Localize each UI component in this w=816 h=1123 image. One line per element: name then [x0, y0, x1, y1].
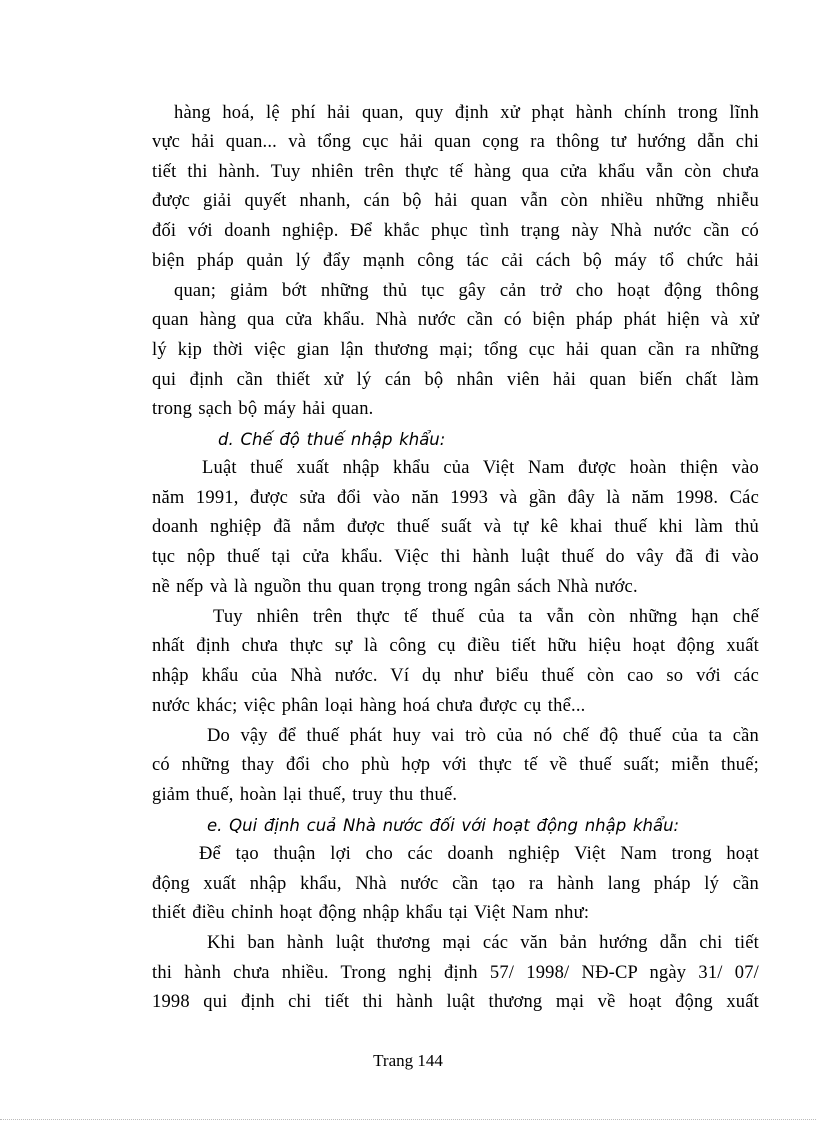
text-line: biện pháp quản lý đẩy mạnh công tác cải cách bộ máy tổ chức hải — [152, 251, 759, 271]
text-line: lý kịp thời việc gian lận thương mại; tổng cục hải quan cần ra những — [152, 340, 759, 360]
text-line: vực hải quan... và tổng cục hải quan cọng ra thông tư hướng dẫn chi — [152, 132, 759, 152]
section-heading-d: d. Chế độ thuế nhập khẩu: — [218, 430, 446, 449]
text-line: đối với doanh nghiệp. Để khắc phục tình trạng này Nhà nước cần có — [152, 221, 759, 241]
text-line: nhất định chưa thực sự là công cụ điều tiết hữu hiệu hoạt động xuất — [152, 636, 759, 656]
text-line: giảm thuế, hoàn lại thuế, truy thu thuế. — [152, 785, 458, 805]
text-line: được giải quyết nhanh, cán bộ hải quan vẫn còn nhiều những nhiễu — [152, 191, 759, 211]
text-line: thi hành chưa nhiều. Trong nghị định 57/ 1998/ NĐ-CP ngày 31/ 07/ — [152, 963, 759, 983]
text-line: Khi ban hành luật thương mại các văn bản hướng dẫn chi tiết — [207, 933, 759, 953]
text-line: Do vậy để thuế phát huy vai trò của nó chế độ thuế của ta cần — [207, 726, 759, 746]
text-line: qui định cần thiết xử lý cán bộ nhân viên hải quan biến chất làm — [152, 370, 759, 390]
page-bottom-rule — [0, 1119, 816, 1120]
text-line: năm 1991, được sửa đổi vào năn 1993 và gần đây là năm 1998. Các — [152, 488, 759, 508]
section-heading-e: e. Qui định cuả Nhà nước đối với hoạt động nhập khẩu: — [207, 816, 680, 835]
text-line: quan; giảm bớt những thủ tục gây cản trở cho hoạt động thông — [174, 281, 759, 301]
text-line: thiết điều chỉnh hoạt động nhập khẩu tại Việt Nam như: — [152, 903, 590, 923]
page-number: Trang 144 — [373, 1051, 443, 1070]
text-line: động xuất nhập khẩu, Nhà nước cần tạo ra hành lang pháp lý cần — [152, 874, 759, 894]
text-line: tục nộp thuế tại cửa khẩu. Việc thi hành luật thuế do vây đã đi vào — [152, 547, 759, 567]
text-line: 1998 qui định chi tiết thi hành luật thương mại về hoạt động xuất — [152, 992, 759, 1012]
text-line: tiết thi hành. Tuy nhiên trên thực tế hàng qua cửa khẩu vẫn còn chưa — [152, 162, 759, 182]
text-line: nước khác; việc phân loại hàng hoá chưa được cụ thể... — [152, 696, 586, 716]
text-line: có những thay đổi cho phù hợp với thực tế về thuế suất; miễn thuế; — [152, 755, 759, 775]
text-line: hàng hoá, lệ phí hải quan, quy định xử phạt hành chính trong lĩnh — [174, 103, 759, 123]
text-line: quan hàng qua cửa khẩu. Nhà nước cần có biện pháp phát hiện và xử — [152, 310, 759, 330]
text-line: trong sạch bộ máy hải quan. — [152, 399, 374, 419]
text-line: nhập khẩu của Nhà nước. Ví dụ như biểu thuế còn cao so với các — [152, 666, 759, 686]
text-line: Để tạo thuận lợi cho các doanh nghiệp Việt Nam trong hoạt — [199, 844, 759, 864]
text-line: Luật thuế xuất nhập khẩu của Việt Nam được hoàn thiện vào — [202, 458, 759, 478]
text-line: doanh nghiệp đã nắm được thuế suất và tự kê khai thuế khi làm thủ — [152, 517, 759, 537]
text-line: Tuy nhiên trên thực tế thuế của ta vẫn còn những hạn chế — [213, 607, 759, 627]
text-line: nề nếp và là nguồn thu quan trọng trong ngân sách Nhà nước. — [152, 577, 638, 597]
